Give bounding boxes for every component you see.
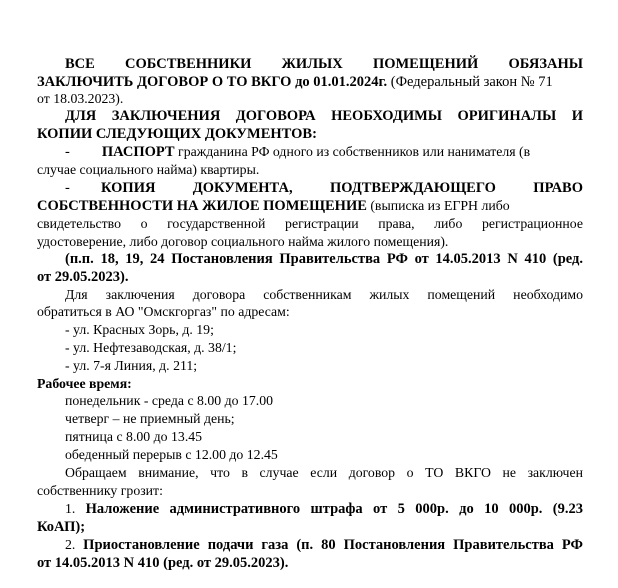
- item-ownership-line-4: удостоверение, либо договор социального найма жилого помещения).: [37, 234, 449, 249]
- intro-line-3: от 18.03.2023).: [37, 91, 124, 106]
- address-item: - ул. 7-я Линия, д. 211;: [65, 358, 198, 373]
- schedule-row: понедельник - среда с 8.00 до 17.00: [65, 393, 274, 408]
- penalty-2-text: Приостановление подачи газа (п. 80 Постановления Правительства РФ: [83, 537, 583, 553]
- schedule-heading: Рабочее время:: [37, 376, 132, 391]
- penalty-1-line-2: КоАП);: [37, 519, 86, 535]
- penalty-2-number: 2.: [65, 537, 84, 552]
- penalty-2-line-2: от 14.05.2013 N 410 (ред. от 29.05.2023).: [37, 555, 289, 571]
- warning-line-1: Обращаем внимание, что в случае если договор о ТО ВКГО не заключен: [65, 465, 583, 480]
- docs-heading-line-1: ДЛЯ ЗАКЛЮЧЕНИЯ ДОГОВОРА НЕОБХОДИМЫ ОРИГИНАЛЫ И: [65, 108, 583, 124]
- item-ownership-line-3: свидетельство о государственной регистрации права, либо регистрационное: [37, 216, 583, 231]
- item-ownership-line-2: [37, 197, 510, 215]
- item-passport-desc: гражданина РФ одного из собственников или нанимателя (в: [174, 144, 531, 159]
- address-item: - ул. Красных Зорь, д. 19;: [65, 322, 214, 337]
- addresses-intro-line-2: обратиться в АО "Омскгоргаз" по адресам:: [37, 304, 290, 319]
- item-passport-title: ПАСПОРТ: [101, 144, 175, 160]
- penalty-1-line-1: [65, 500, 583, 518]
- intro-line-2: [37, 73, 553, 91]
- item-passport-line-2: случае социального найма) квартиры.: [37, 162, 260, 177]
- intro-line-1: ВСЕ СОБСТВЕННИКИ ЖИЛЫХ ПОМЕЩЕНИЙ ОБЯЗАНЫ: [65, 56, 583, 72]
- item-passport-dash: -: [65, 144, 70, 160]
- penalty-1-number: 1.: [65, 501, 86, 516]
- schedule-row: обеденный перерыв с 12.00 до 12.45: [65, 447, 278, 462]
- item-ownership-desc: (выписка из ЕГРН либо: [366, 198, 510, 213]
- intro-law-ref: (Федеральный закон № 71: [387, 74, 553, 90]
- warning-line-2: собственнику грозит:: [37, 483, 163, 498]
- reference-line-2: от 29.05.2023).: [37, 269, 129, 285]
- item-passport-line-1: [65, 143, 583, 161]
- penalty-1-text: Наложение административного штрафа от 5 000р. до 10 000р. (9.23: [85, 501, 584, 517]
- address-item: - ул. Нефтезаводская, д. 38/1;: [65, 340, 237, 355]
- item-ownership-dash: -: [65, 180, 70, 196]
- reference-line-1: (п.п. 18, 19, 24 Постановления Правительства РФ от 14.05.2013 N 410 (ред.: [65, 251, 583, 267]
- schedule-row: четверг – не приемный день;: [65, 411, 235, 426]
- addresses-intro-line-1: Для заключения договора собственникам жилых помещений необходимо: [65, 287, 583, 302]
- docs-heading-line-2: КОПИИ СЛЕДУЮЩИХ ДОКУМЕНТОВ:: [37, 126, 317, 142]
- intro-deadline: ЗАКЛЮЧИТЬ ДОГОВОР О ТО ВКГО до 01.01.2024г.: [37, 74, 388, 90]
- item-ownership-line-1: КОПИЯ ДОКУМЕНТА, ПОДТВЕРЖДАЮЩЕГО ПРАВО: [101, 180, 583, 196]
- schedule-row: пятница с 8.00 до 13.45: [65, 429, 203, 444]
- penalty-2-line-1: [65, 536, 583, 554]
- item-ownership-title: СОБСТВЕННОСТИ НА ЖИЛОЕ ПОМЕЩЕНИЕ: [37, 198, 367, 214]
